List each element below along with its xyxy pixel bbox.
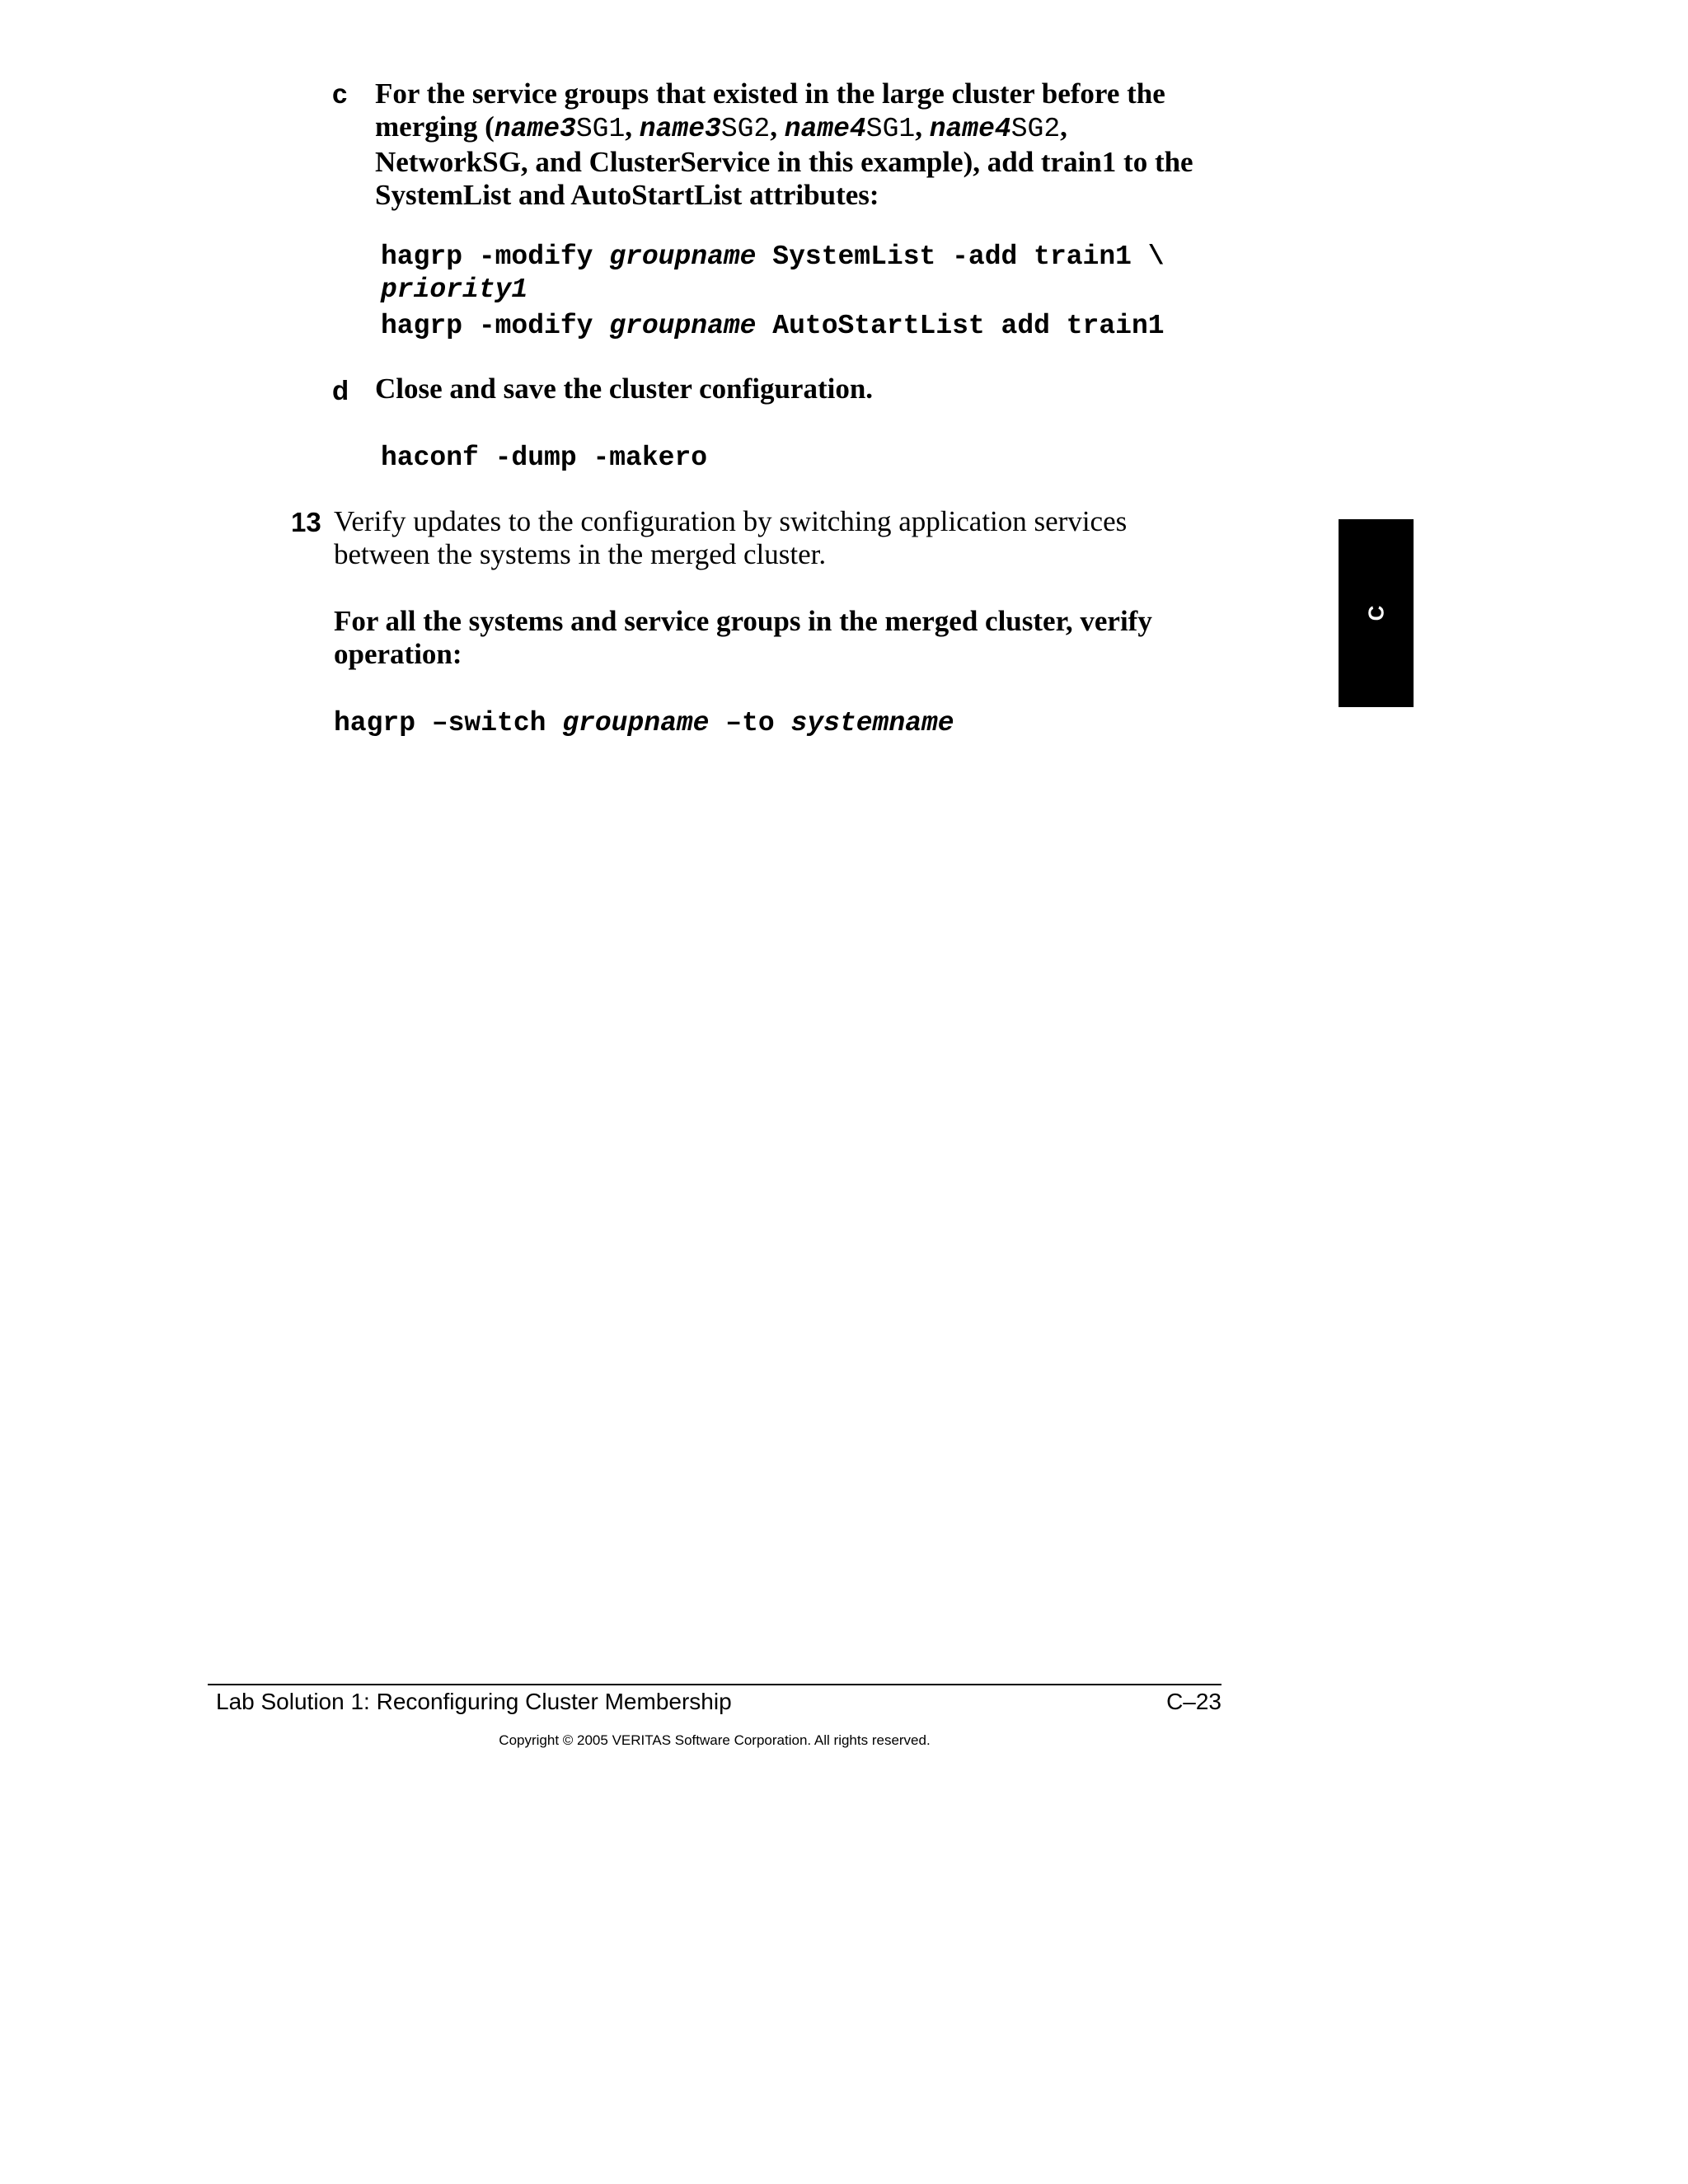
step-d-letter: d (332, 375, 349, 405)
copyright-notice: Copyright © 2005 VERITAS Software Corporation. All rights reserved. (499, 1732, 931, 1748)
separator: , (625, 110, 640, 143)
group-name-1: name3SG1 (494, 114, 626, 144)
appendix-side-tab (1339, 519, 1414, 707)
code-autostartlist-command: hagrp -modify groupname AutoStartList add train1 (381, 311, 1165, 341)
step-c-instruction (375, 77, 1216, 212)
code-systemlist-continuation: priority1 (381, 274, 528, 305)
footer-page-number: C–23 (1166, 1689, 1221, 1714)
step-13-instruction: Verify updates to the configuration by switching application services between the systems in the merged cluster. (334, 505, 1128, 570)
step-d-instruction: Close and save the cluster configuration. (375, 373, 874, 405)
group-name-4: name4SG2 (929, 114, 1061, 144)
code-systemlist-command: hagrp -modify groupname SystemList -add train1 \ (381, 241, 1165, 272)
step-13-number: 13 (291, 507, 321, 537)
footer-rule (208, 1684, 1221, 1685)
step-13-bold-instruction: For all the systems and service groups in the merged cluster, verify operation: (334, 605, 1152, 670)
group-name-3: name4SG1 (784, 114, 916, 144)
code-hagrp-switch-command: hagrp –switch groupname –to systemname (334, 708, 954, 738)
group-name-2: name3SG2 (639, 114, 771, 144)
side-tab-letter: C (1363, 605, 1388, 621)
separator: , (770, 110, 785, 143)
step-c-text-2: , NetworkSG, and ClusterService in this example), add train1 to the SystemList and AutoStartList attributes: (375, 110, 1193, 211)
code-haconf-command: haconf -dump -makero (381, 443, 708, 473)
step-c-text-1: For the service groups that existed in the large cluster before the merging ( (375, 77, 1165, 143)
footer-title: Lab Solution 1: Reconfiguring Cluster Membership (216, 1689, 732, 1714)
separator: , (915, 110, 930, 143)
step-c-letter: c (332, 78, 348, 109)
